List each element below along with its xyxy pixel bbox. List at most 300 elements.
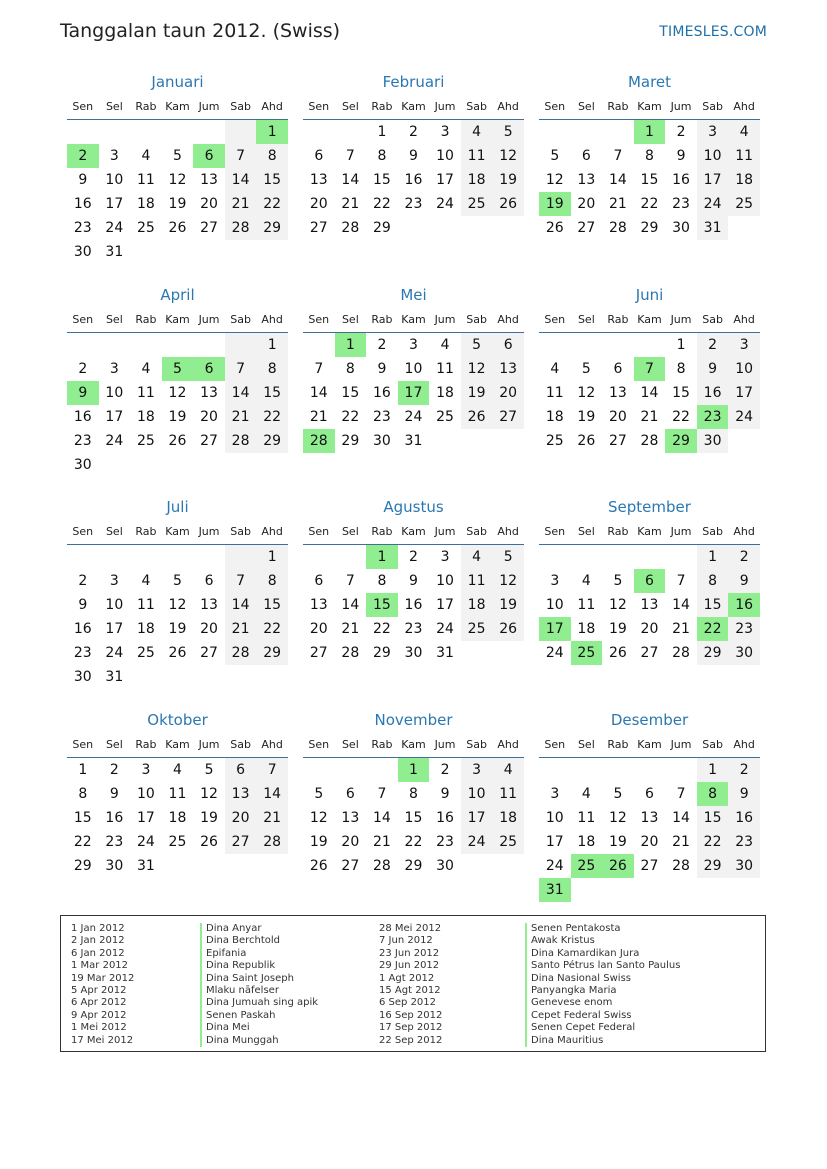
day-cell: 30 [436,858,454,874]
day-cell: 23 [672,196,690,212]
day-cell: 4 [581,786,591,802]
legend-name-column [525,923,680,1047]
month-name: Desember [610,711,689,729]
day-cell: 3 [440,549,450,565]
week-row [303,854,524,878]
legend-holiday-name: Senen Pentakosta [525,923,680,935]
day-cell: 9 [109,786,119,802]
day-cell: 21 [672,621,690,637]
day-cell: 27 [640,645,659,661]
day-cell: 23 [728,617,760,641]
day-cell: 16 [404,172,423,188]
week-row [303,357,524,381]
weekday-label: Kam [165,525,190,538]
weekday-label: Kam [401,738,426,751]
empty-day-cell [602,878,634,902]
legend-date: 6 Apr 2012 [71,997,127,1009]
day-cell: 20 [200,621,218,637]
brand-link[interactable]: TIMESLES.COM [659,24,767,40]
day-cell: 5 [581,361,591,377]
empty-day-cell [225,665,257,689]
day-cell: 8 [645,148,654,164]
weekday-label: Kam [637,313,662,326]
empty-day-cell [99,333,131,357]
weekday-label: Rab [607,313,629,326]
day-cell: 29 [697,854,729,878]
empty-day-cell [634,545,666,569]
week-row [539,782,760,806]
empty-day-cell [335,758,367,782]
week-row [539,641,760,665]
empty-day-cell [225,453,257,477]
day-cell: 28 [341,220,360,236]
day-cell: 28 [341,645,360,661]
day-cell: 10 [697,144,729,168]
week-row [539,192,760,216]
legend-name-column [200,923,318,1047]
month-april [67,283,288,477]
legend-date: 29 Jun 2012 [379,960,440,972]
weekday-label: Sab [466,525,487,538]
day-cell: 26 [309,858,328,874]
day-cell: 2 [409,124,418,140]
day-cell: 24 [404,409,423,425]
day-cell: 14 [341,172,360,188]
day-cell: 16 [436,810,454,826]
day-cell: 4 [728,120,760,144]
weekday-label: Ahd [261,738,283,751]
day-cell: 13 [640,810,659,826]
holiday-day-cell: 25 [571,854,603,878]
day-cell: 8 [256,569,288,593]
weekday-label: Jum [434,525,456,538]
day-cell: 12 [168,172,187,188]
empty-day-cell [130,120,162,144]
empty-day-cell [728,216,760,240]
day-cell: 13 [341,810,360,826]
day-cell: 10 [404,361,423,377]
weekday-header [67,736,288,758]
week-row [539,381,760,405]
week-row [303,593,524,617]
day-cell: 4 [550,361,560,377]
empty-day-cell [193,854,225,878]
holiday-day-cell: 19 [539,192,571,216]
weekday-label: Sab [702,738,723,751]
weekday-header [67,98,288,120]
day-cell: 24 [545,645,564,661]
empty-day-cell [602,545,634,569]
day-cell: 21 [640,409,659,425]
week-row [67,240,288,264]
week-row [539,569,760,593]
weekday-label: Sel [577,100,595,113]
week-row [303,381,524,405]
legend-date-column [71,923,134,1047]
weekday-label: Sel [105,738,123,751]
week-row [67,168,288,192]
day-cell: 30 [672,220,690,236]
day-cell: 10 [545,810,564,826]
empty-day-cell [539,120,571,144]
day-cell: 21 [256,806,288,830]
day-cell: 15 [672,385,690,401]
week-row [303,216,524,240]
day-cell: 17 [545,834,564,850]
day-cell: 18 [136,196,155,212]
weekday-label: Sen [544,100,566,113]
day-cell: 9 [440,786,450,802]
week-row [67,405,288,429]
legend-holiday-name: Panyangka Maria [525,985,680,997]
day-cell: 29 [404,858,423,874]
day-cell: 29 [73,858,92,874]
day-cell: 10 [436,148,454,164]
day-cell: 3 [550,573,560,589]
day-cell: 7 [613,148,623,164]
holiday-day-cell: 7 [634,357,666,381]
day-cell: 25 [728,192,760,216]
day-cell: 21 [225,617,257,641]
day-cell: 20 [309,196,328,212]
month-februari [303,70,524,240]
day-cell: 20 [492,381,524,405]
day-cell: 14 [672,597,690,613]
day-cell: 23 [73,645,92,661]
day-cell: 24 [436,196,454,212]
day-cell: 9 [78,172,88,188]
empty-day-cell [162,240,194,264]
day-cell: 9 [409,148,418,164]
day-cell: 5 [613,786,623,802]
week-row [67,758,288,782]
empty-day-cell [571,878,603,902]
day-cell: 27 [309,220,328,236]
day-cell: 10 [136,786,155,802]
legend-date: 2 Jan 2012 [71,935,125,947]
day-cell: 25 [492,830,524,854]
day-cell: 17 [436,597,454,613]
day-cell: 27 [577,220,596,236]
legend-date: 1 Mei 2012 [71,1022,127,1034]
day-cell: 25 [545,433,564,449]
legend-date: 9 Apr 2012 [71,1009,127,1021]
day-cell: 18 [577,834,596,850]
weekday-header [67,523,288,545]
weekday-label: Sel [577,525,595,538]
day-cell: 13 [225,782,257,806]
day-cell: 28 [672,858,690,874]
legend-date-column [379,923,442,1047]
day-cell: 28 [672,645,690,661]
day-cell: 20 [577,196,596,212]
day-cell: 22 [697,830,729,854]
week-row [539,357,760,381]
empty-day-cell [162,453,194,477]
day-cell: 17 [697,168,729,192]
day-cell: 19 [309,834,328,850]
day-cell: 10 [105,172,124,188]
holiday-day-cell: 6 [634,569,666,593]
week-row [67,854,288,878]
legend-date: 1 Jan 2012 [71,923,125,934]
month-name: Oktober [147,711,208,729]
legend-holiday-name: Dina Mei [200,1022,318,1034]
weekday-label: Kam [401,100,426,113]
day-cell: 21 [608,196,627,212]
empty-day-cell [256,453,288,477]
day-cell: 11 [136,597,155,613]
month-name: Januari [151,73,204,91]
day-cell: 23 [73,220,92,236]
day-cell: 7 [256,758,288,782]
day-cell: 29 [256,641,288,665]
day-cell: 20 [309,621,328,637]
day-cell: 30 [697,429,729,453]
weekday-label: Kam [165,313,190,326]
weekday-label: Kam [165,738,190,751]
day-cell: 21 [372,834,391,850]
weekday-label: Kam [637,100,662,113]
day-cell: 20 [640,834,659,850]
day-cell: 11 [461,144,493,168]
empty-day-cell [461,854,493,878]
weekday-label: Jum [670,525,692,538]
day-cell: 11 [168,786,187,802]
day-cell: 2 [377,337,387,353]
empty-day-cell [335,120,367,144]
weekday-label: Sel [341,100,359,113]
day-cell: 1 [377,124,387,140]
day-cell: 18 [136,409,155,425]
day-cell: 14 [608,172,627,188]
day-cell: 2 [728,758,760,782]
day-cell: 22 [372,621,391,637]
day-cell: 5 [550,148,560,164]
day-cell: 23 [436,834,454,850]
weekday-label: Jum [670,313,692,326]
legend-date: 1 Agt 2012 [379,972,435,984]
day-cell: 15 [404,810,423,826]
weekday-label: Jum [198,738,220,751]
weekday-label: Sel [341,738,359,751]
day-cell: 18 [461,593,493,617]
day-cell: 22 [640,196,659,212]
day-cell: 8 [676,361,686,377]
day-cell: 15 [697,806,729,830]
day-cell: 13 [309,172,328,188]
day-cell: 20 [341,834,360,850]
weekday-label: Sen [544,525,566,538]
day-cell: 16 [73,196,92,212]
day-cell: 6 [225,758,257,782]
holiday-day-cell: 1 [634,120,666,144]
empty-day-cell [366,758,398,782]
day-cell: 23 [404,621,423,637]
empty-day-cell [461,429,493,453]
empty-day-cell [335,545,367,569]
empty-day-cell [162,120,194,144]
empty-day-cell [193,120,225,144]
day-cell: 5 [492,120,524,144]
empty-day-cell [130,240,162,264]
week-row [539,333,760,357]
empty-day-cell [162,854,194,878]
holiday-day-cell: 29 [665,429,697,453]
holiday-day-cell: 6 [193,357,225,381]
day-cell: 8 [377,573,387,589]
empty-day-cell [193,333,225,357]
day-cell: 15 [256,381,288,405]
day-cell: 30 [728,854,760,878]
legend-holiday-name: Genevese enom [525,997,680,1009]
day-cell: 26 [492,617,524,641]
empty-day-cell [571,758,603,782]
weekday-header [303,98,524,120]
day-cell: 31 [697,216,729,240]
day-cell: 22 [341,409,360,425]
day-cell: 5 [492,545,524,569]
empty-day-cell [303,120,335,144]
weekday-header [539,98,760,120]
week-row [303,617,524,641]
week-row [303,405,524,429]
day-cell: 22 [73,834,92,850]
day-cell: 28 [225,429,257,453]
week-row [67,782,288,806]
week-row [303,758,524,782]
month-januari [67,70,288,264]
day-cell: 24 [461,830,493,854]
empty-day-cell [130,333,162,357]
empty-day-cell [602,333,634,357]
day-cell: 27 [640,858,659,874]
day-cell: 10 [461,782,493,806]
holiday-day-cell: 5 [162,357,194,381]
day-cell: 2 [676,124,686,140]
legend-holiday-name: Dina Anyar [200,923,318,935]
empty-day-cell [571,333,603,357]
legend-holiday-name: Awak Kristus [525,935,680,947]
empty-day-cell [303,758,335,782]
legend-date: 17 Mei 2012 [71,1034,134,1046]
empty-day-cell [429,216,461,240]
weekday-label: Sen [308,100,330,113]
weekday-header [539,523,760,545]
legend-date: 15 Agt 2012 [379,984,441,996]
day-cell: 19 [200,810,218,826]
day-cell: 14 [341,597,360,613]
day-cell: 30 [73,669,92,685]
week-row [303,333,524,357]
weekday-label: Ahd [497,100,519,113]
day-cell: 11 [436,361,454,377]
week-row [539,830,760,854]
empty-day-cell [539,545,571,569]
weekday-label: Rab [607,738,629,751]
day-cell: 21 [672,834,690,850]
day-cell: 12 [461,357,493,381]
day-cell: 5 [461,333,493,357]
day-cell: 26 [168,433,187,449]
day-cell: 17 [136,810,155,826]
day-cell: 18 [577,621,596,637]
day-cell: 3 [440,124,450,140]
day-cell: 21 [341,621,360,637]
day-cell: 6 [204,573,214,589]
day-cell: 3 [461,758,493,782]
weekday-label: Ahd [497,738,519,751]
day-cell: 12 [309,810,328,826]
legend-date: 6 Jan 2012 [71,947,125,959]
day-cell: 29 [640,220,659,236]
holiday-day-cell: 22 [697,617,729,641]
holiday-day-cell: 9 [67,381,99,405]
day-cell: 9 [697,357,729,381]
day-cell: 17 [105,621,124,637]
week-row [303,806,524,830]
day-cell: 17 [728,381,760,405]
day-cell: 19 [168,409,187,425]
weekday-label: Sen [544,313,566,326]
day-cell: 14 [225,381,257,405]
day-cell: 17 [461,806,493,830]
week-row [539,878,760,902]
weekday-label: Sel [105,313,123,326]
day-cell: 22 [372,196,391,212]
month-november [303,708,524,878]
day-cell: 12 [168,597,187,613]
holiday-day-cell: 1 [398,758,430,782]
day-cell: 27 [341,858,360,874]
legend-holiday-name: Dina Berchtold [200,935,318,947]
day-cell: 7 [225,357,257,381]
weekday-label: Jum [198,525,220,538]
legend-holiday-name: Senen Cepet Federal [525,1022,680,1034]
month-maret [539,70,760,240]
day-cell: 7 [225,144,257,168]
weekday-header [67,311,288,333]
empty-day-cell [130,665,162,689]
day-cell: 28 [372,858,391,874]
weekday-label: Sen [308,525,330,538]
week-row [67,381,288,405]
week-row [539,168,760,192]
empty-day-cell [602,758,634,782]
empty-day-cell [193,240,225,264]
day-cell: 29 [697,641,729,665]
week-row [303,641,524,665]
day-cell: 26 [545,220,564,236]
day-cell: 19 [461,381,493,405]
day-cell: 6 [314,573,324,589]
empty-day-cell [429,429,461,453]
day-cell: 4 [461,545,493,569]
empty-day-cell [492,429,524,453]
day-cell: 16 [728,806,760,830]
day-cell: 28 [225,216,257,240]
day-cell: 14 [309,385,328,401]
legend-holiday-name: Mlaku nāfelser [200,985,318,997]
day-cell: 10 [105,385,124,401]
empty-day-cell [162,333,194,357]
day-cell: 1 [256,545,288,569]
day-cell: 20 [640,621,659,637]
day-cell: 26 [577,433,596,449]
legend-date: 23 Jun 2012 [379,947,440,959]
empty-day-cell [162,545,194,569]
day-cell: 9 [728,782,760,806]
